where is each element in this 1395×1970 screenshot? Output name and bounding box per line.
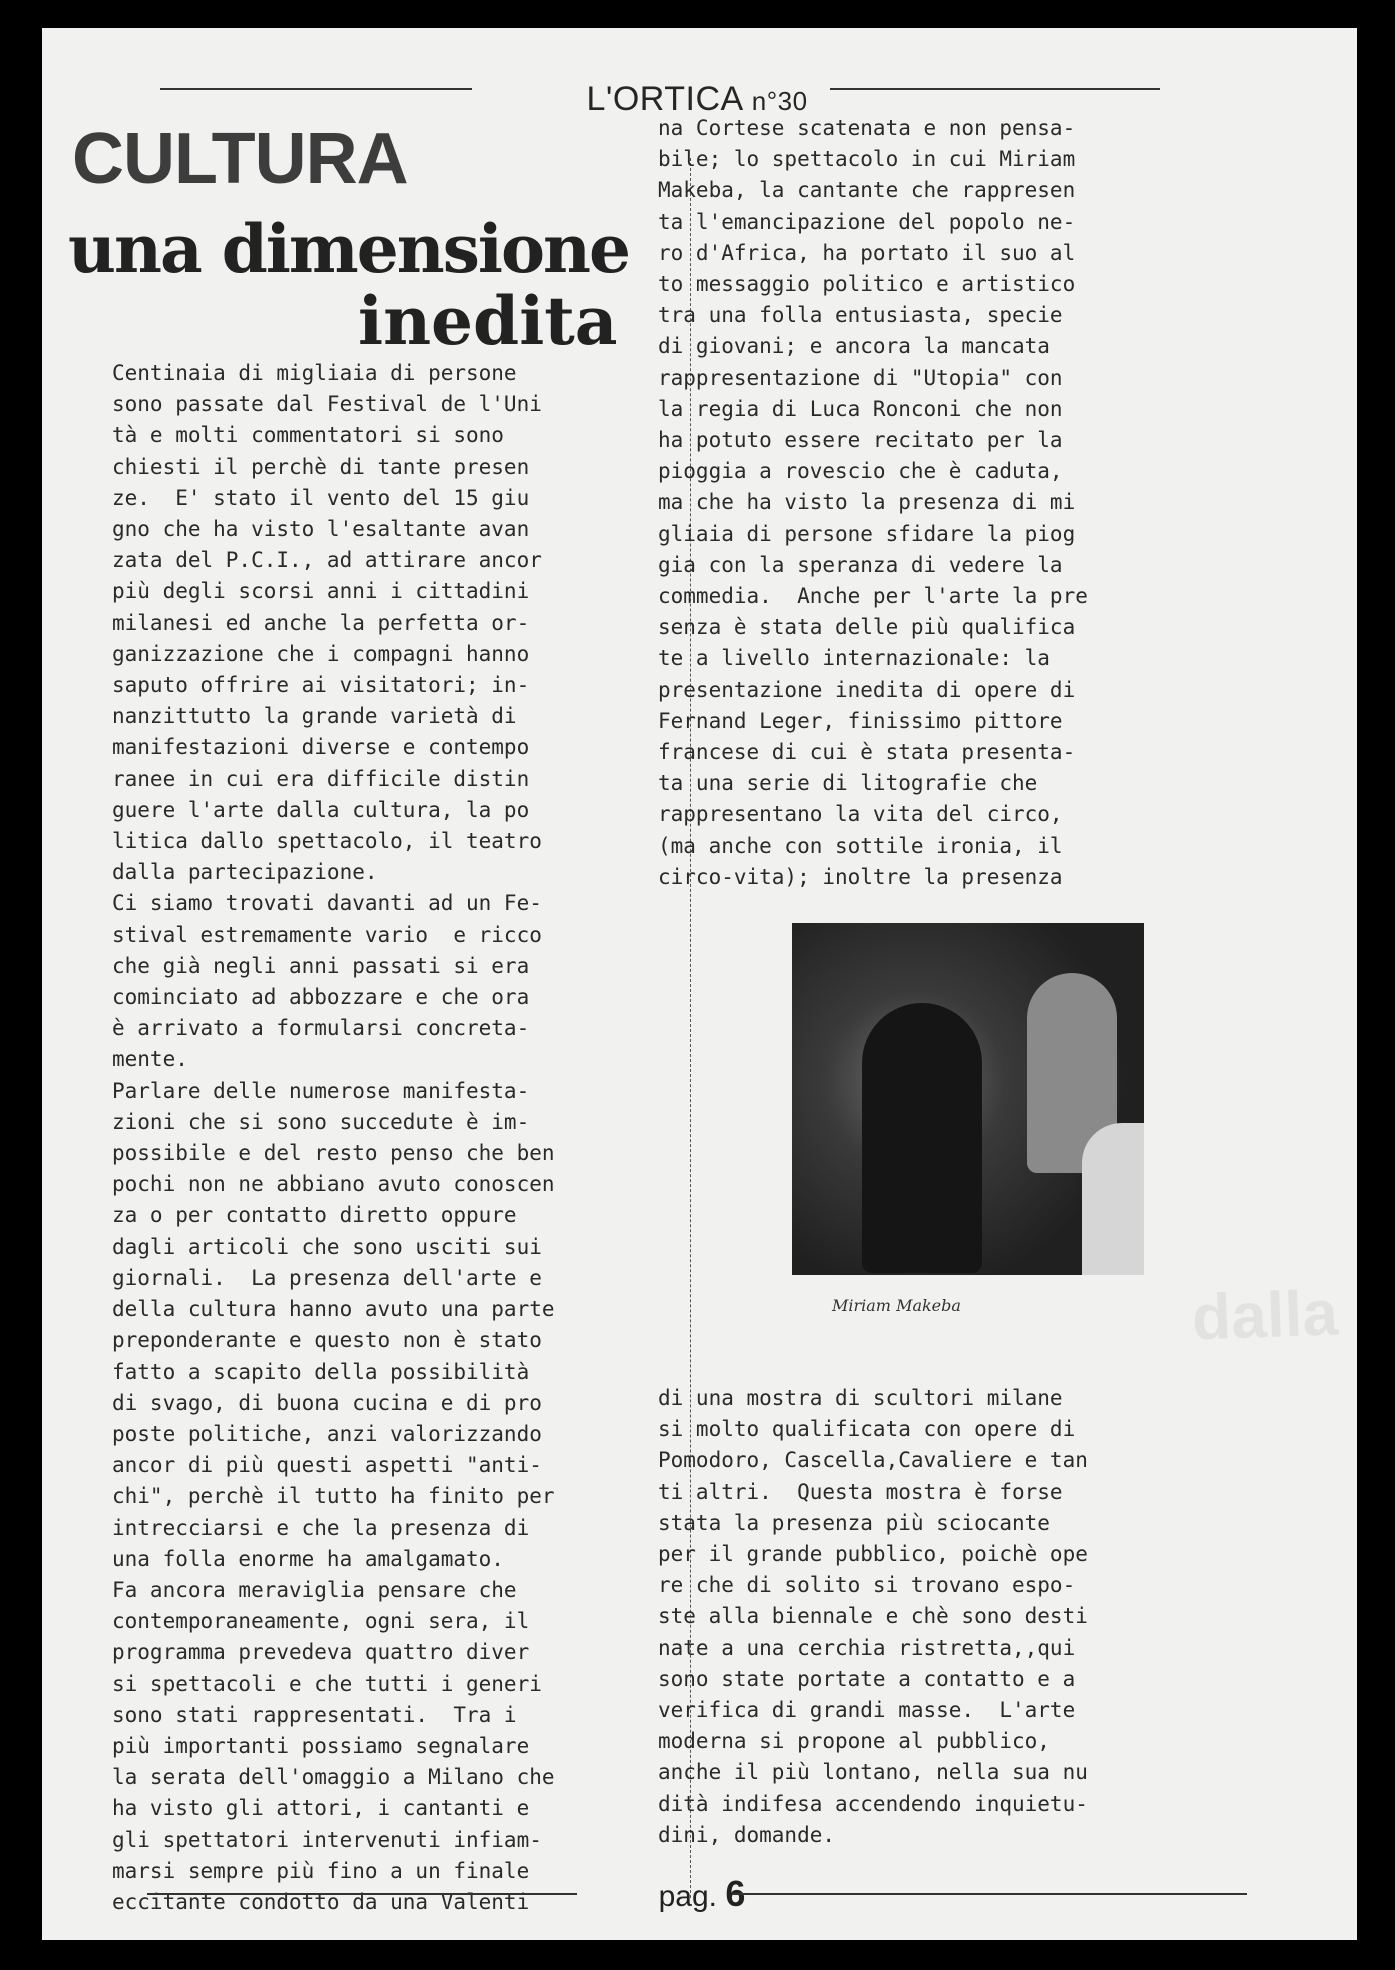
article-line: dità indifesa accendendo inquietu- [658,1791,1088,1816]
article-line: to messaggio politico e artistico [658,272,1076,297]
article-line: sono passate dal Festival de l'Uni [112,392,542,417]
article-line: circo-vita); inoltre la presenza [658,864,1063,889]
article-line: gliaia di persone sfidare la piog [658,521,1076,546]
article-line: anche il più lontano, nella sua nu [658,1760,1088,1785]
article-line: ha visto gli attori, i cantanti e [112,1796,530,1821]
photo-caption: Miriam Makeba [832,1296,961,1315]
article-line: francese di cui è stata presenta- [658,740,1076,765]
article-line: più degli scorsi anni i cittadini [112,579,530,604]
article-line: per il grande pubblico, poichè ope [658,1542,1088,1567]
article-line: pochi non ne abbiano avuto conoscen [112,1172,555,1197]
article-column-left [112,358,555,1918]
article-line: guere l'arte dalla cultura, la po [112,797,530,822]
article-line: ta l'emancipazione del popolo ne- [658,209,1076,234]
article-line: pioggia a rovescio che è caduta, [658,459,1063,484]
article-line: della cultura hanno avuto una parte [112,1297,555,1322]
article-line: chiesti il perchè di tante presen [112,454,530,479]
article-line: stata la presenza più sciocante [658,1510,1050,1535]
article-line: di giovani; e ancora la mancata [658,334,1050,359]
article-line: nate a una cerchia ristretta,,qui [658,1635,1076,1660]
article-line: si spettacoli e che tutti i generi [112,1671,542,1696]
masthead-rule-right [830,88,1160,90]
article-line: tra una folla entusiasta, specie [658,303,1063,328]
article-line: senza è stata delle più qualifica [658,615,1076,640]
newspaper-page [42,28,1357,1940]
article-line: contemporaneamente, ogni sera, il [112,1609,530,1634]
article-line: di una mostra di scultori milane [658,1386,1063,1410]
photo-miriam-makeba [792,923,1144,1275]
article-line: che già negli anni passati si era [112,953,530,978]
article-line: ta una serie di litografie che [658,771,1038,796]
masthead-rule-left [160,88,472,90]
article-line: ti altri. Questa mostra è forse [658,1479,1063,1504]
article-line: si molto qualificata con opere di [658,1417,1076,1442]
article-line: programma prevedeva quattro diver [112,1640,530,1665]
article-line: Ci siamo trovati davanti ad un Fe- [112,891,542,916]
article-line: za o per contatto diretto oppure [112,1203,517,1228]
article-line: bile; lo spettacolo in cui Miriam [658,147,1076,172]
article-line: una folla enorme ha amalgamato. [112,1546,504,1571]
article-column-right-bottom [658,1383,1088,1851]
article-line: ha potuto essere recitato per la [658,428,1063,453]
article-line: di svago, di buona cucina e di pro [112,1390,542,1415]
article-line: moderna si propone al pubblico, [658,1729,1050,1754]
article-column-right-top [658,113,1088,893]
article-line: poste politiche, anzi valorizzando [112,1421,542,1446]
article-line: verifica di grandi masse. L'arte [658,1698,1076,1723]
article-line: Pomodoro, Cascella,Cavaliere e tan [658,1448,1088,1473]
article-line: gno che ha visto l'esaltante avan [112,517,530,542]
article-line: na Cortese scatenata e non pensa- [658,116,1076,140]
photo-figure [862,1003,982,1273]
article-line: saputo offrire ai visitatori; in- [112,673,530,698]
headline [68,210,688,360]
article-line: marsi sempre più fino a un finale [112,1858,530,1883]
article-line: nanzittutto la grande varietà di [112,704,517,729]
article-line: ste alla biennale e chè sono desti [658,1604,1088,1629]
article-line: giornali. La presenza dell'arte e [112,1265,542,1290]
article-line: eccitante condotto da una Valenti [112,1889,530,1914]
article-line: tà e molti commentatori si sono [112,423,504,448]
article-line: sono stati rappresentati. Tra i [112,1702,517,1727]
article-line: preponderante e questo non è stato [112,1328,542,1353]
article-line: gli spettatori intervenuti infiam- [112,1827,542,1852]
article-line: Makeba, la cantante che rappresen [658,178,1076,203]
article-line: possibile e del resto penso che ben [112,1141,555,1166]
article-line: commedia. Anche per l'arte la pre [658,584,1088,609]
article-line: litica dallo spettacolo, il teatro [112,829,542,854]
article-line: sono state portate a contatto e a [658,1666,1076,1691]
article-line: Parlare delle numerose manifesta- [112,1078,530,1103]
article-line: Centinaia di migliaia di persone [112,361,517,385]
article-line: ranee in cui era difficile distin [112,766,530,791]
article-line: dagli articoli che sono usciti sui [112,1234,542,1259]
headline-line-2: inedita [358,282,618,360]
article-line: re che di solito si trovano espo- [658,1573,1076,1598]
article-line: dini, domande. [658,1822,836,1847]
article-line: (ma anche con sottile ironia, il [658,833,1063,858]
article-line: ze. E' stato il vento del 15 giu [112,485,530,510]
article-line: la serata dell'omaggio a Milano che [112,1765,555,1790]
article-line: milanesi ed anche la perfetta or- [112,610,530,635]
article-line: zioni che si sono succedute è im- [112,1109,530,1134]
article-line: te a livello internazionale: la [658,646,1050,671]
article-line: stival estremamente vario e ricco [112,922,542,947]
article-line: ancor di più questi aspetti "anti- [112,1453,542,1478]
headline-line-1: una dimensione [68,210,629,288]
bleed-through-text: dalla [1190,1276,1340,1354]
article-line: fatto a scapito della possibilità [112,1359,530,1384]
masthead-name: L'ORTICA [586,80,742,118]
page-label: pag. [658,1880,717,1913]
article-line: rappresentazione di "Utopia" con [658,365,1063,390]
article-line: la regia di Luca Ronconi che non [658,396,1063,421]
article-line: ganizzazione che i compagni hanno [112,641,530,666]
article-line: ma che ha visto la presenza di mi [658,490,1076,515]
article-line: dalla partecipazione. [112,860,378,885]
masthead-issue: n°30 [751,86,808,116]
article-line: più importanti possiamo segnalare [112,1733,530,1758]
article-line: Fa ancora meraviglia pensare che [112,1577,517,1602]
article-line: presentazione inedita di opere di [658,677,1076,702]
article-line: cominciato ad abbozzare e che ora [112,985,530,1010]
article-line: intrecciarsi e che la presenza di [112,1515,530,1540]
article-line: zata del P.C.I., ad attirare ancor [112,548,542,573]
article-line: manifestazioni diverse e contempo [112,735,530,760]
page-number-value: 6 [725,1873,746,1914]
article-line: Fernand Leger, finissimo pittore [658,708,1063,733]
article-line: ro d'Africa, ha portato il suo al [658,240,1076,265]
article-line: mente. [112,1047,188,1072]
section-title: CULTURA [72,119,408,199]
article-line: gia con la speranza di vedere la [658,552,1063,577]
footer-rule-left [147,1893,577,1895]
article-line: chi", perchè il tutto ha finito per [112,1484,555,1509]
footer-rule-right [732,1893,1247,1895]
article-line: rappresentano la vita del circo, [658,802,1063,827]
article-line: è arrivato a formularsi concreta- [112,1016,530,1041]
photo-figure [1082,1123,1144,1275]
